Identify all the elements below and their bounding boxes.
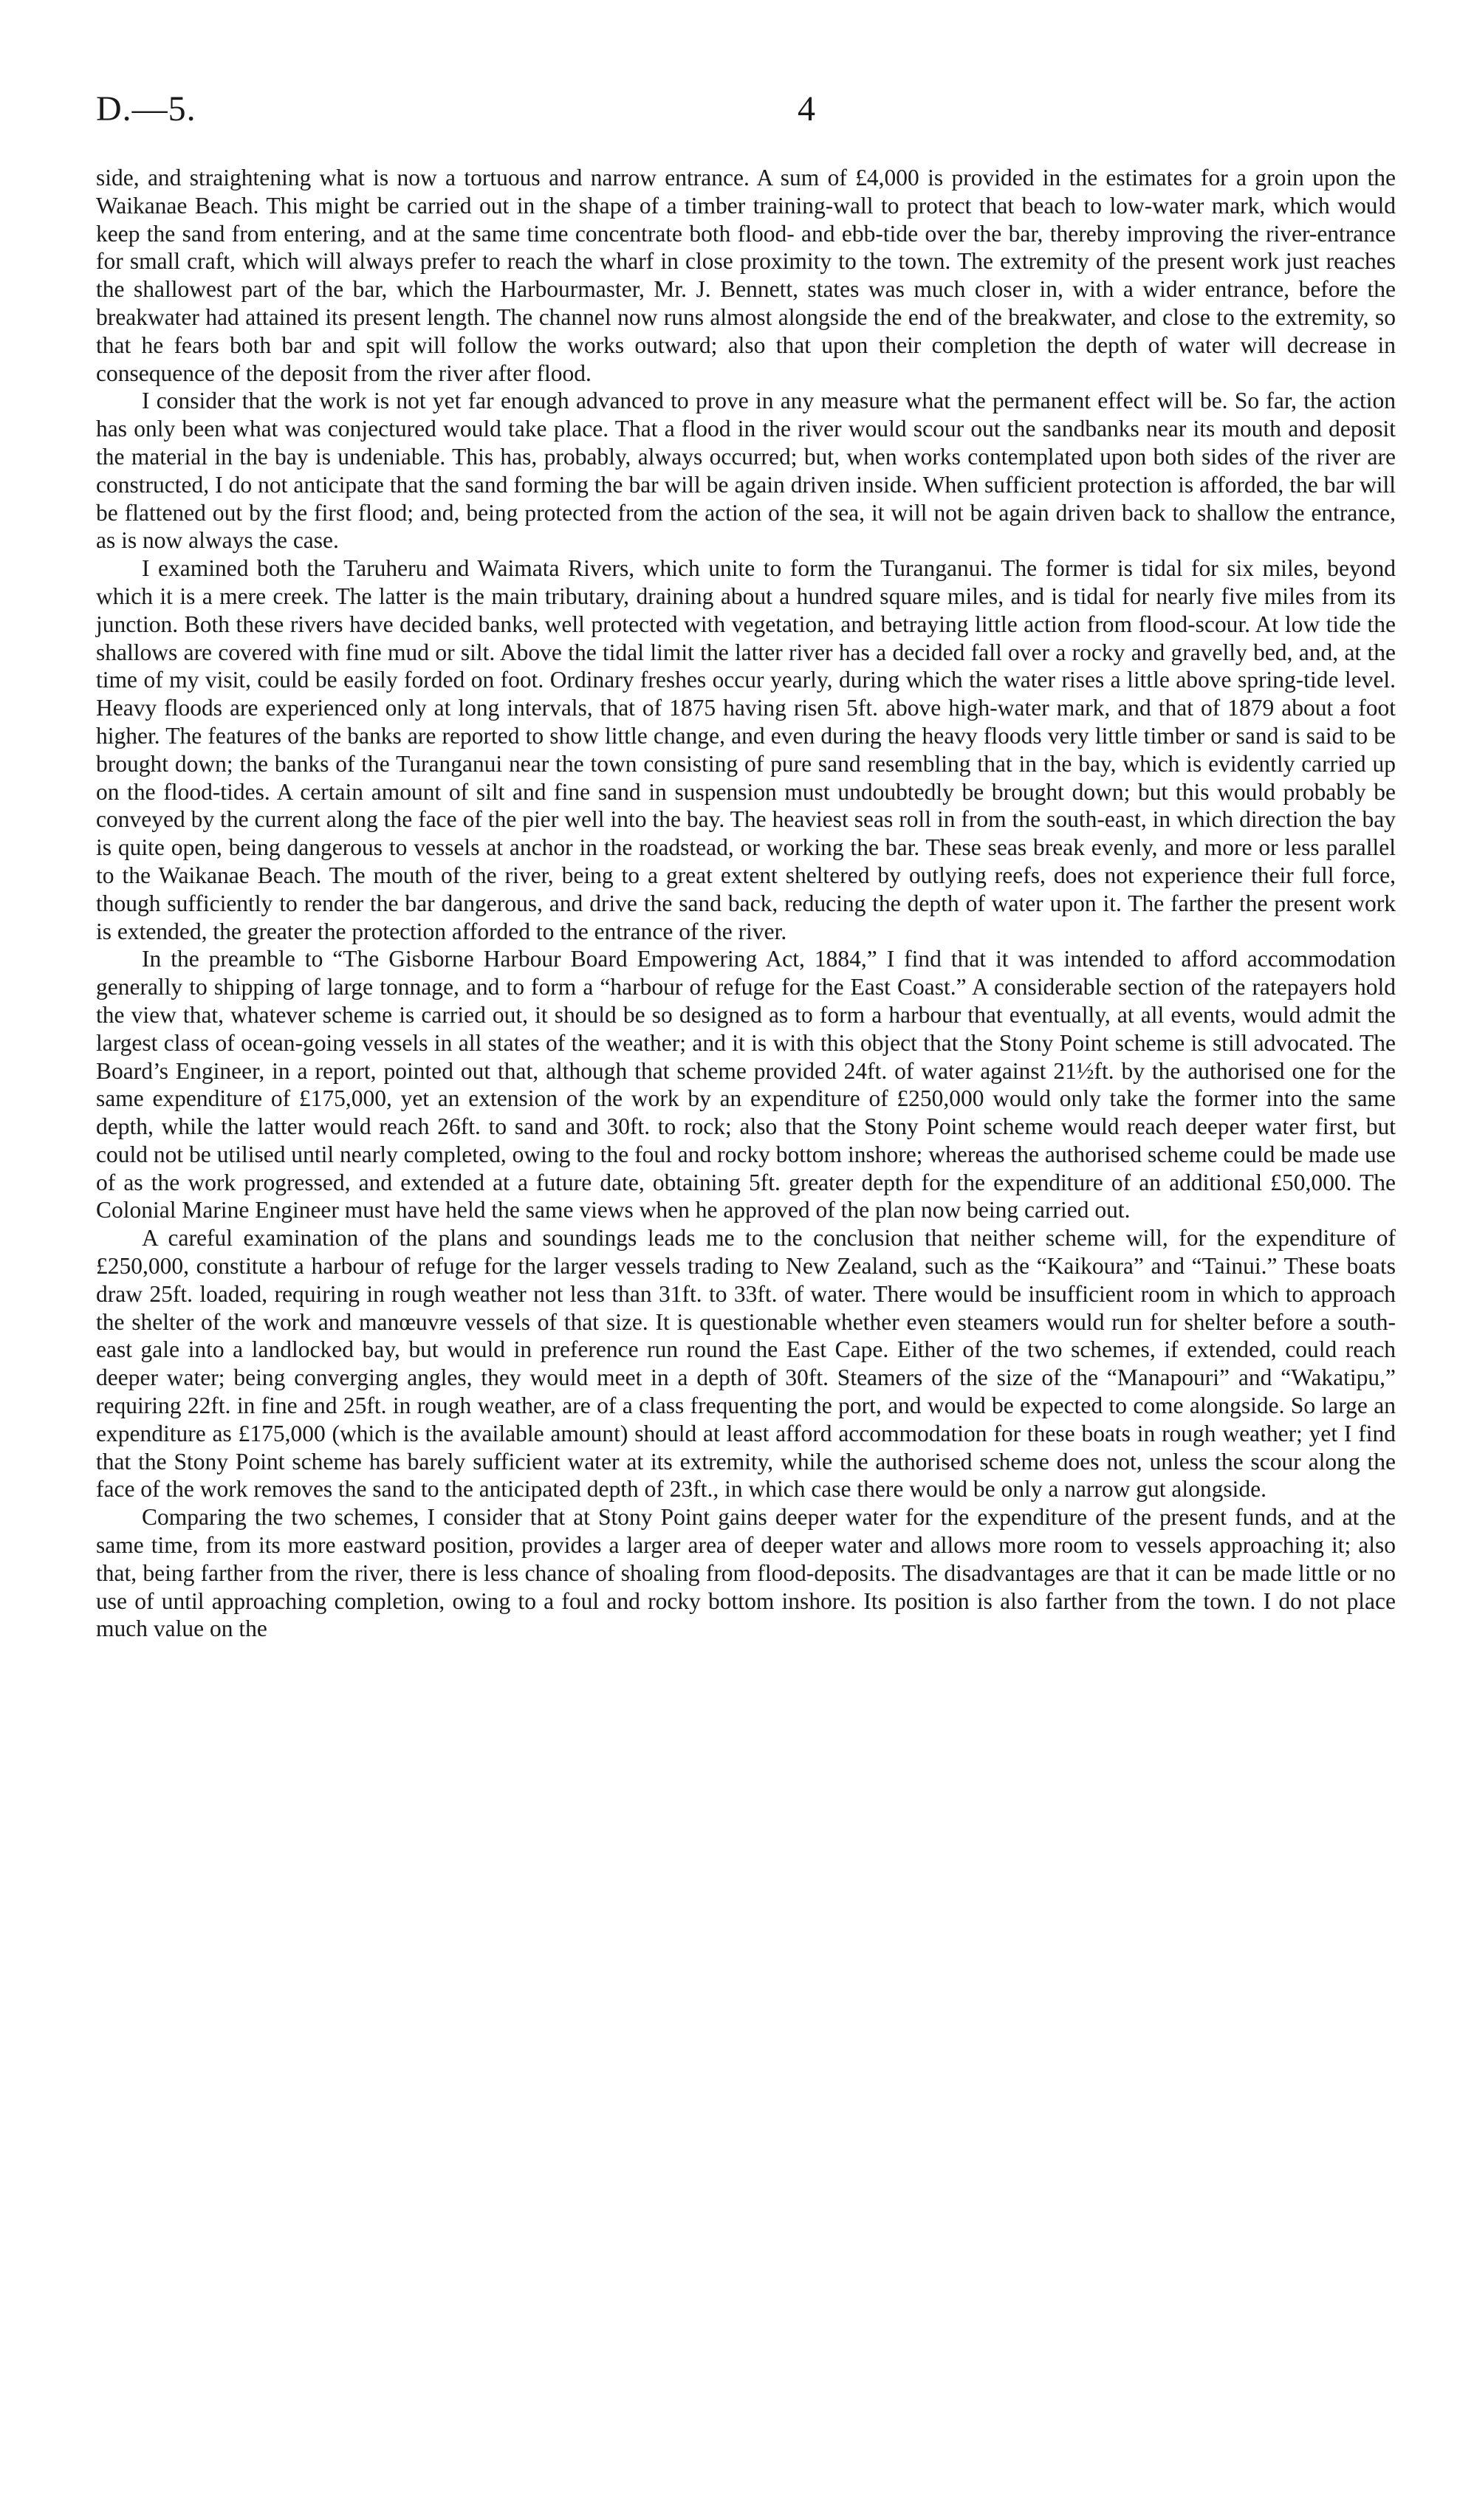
paragraph-continued: side, and straightening what is now a tortuous and narrow entrance. A sum of £4,000 is provided in the estimates for a groin upon the Waikanae Beach. This might be carried out in the shape of a timber training-wall to protect that beach to low-water mark, which would keep the sand from entering, and at the same time concentrate both flood- and ebb-tide over the bar, thereby improving the river-entrance for small craft, which will always prefer to reach the wharf in close proximity to the town. The extremity of the present work just reaches the shallowest part of the bar, which the Harbourmaster, Mr. J. Bennett, states was much closer in, with a wider entrance, before the breakwater had attained its present length. The channel now runs almost alongside the end of the breakwater, and close to the extremity, so that he fears both bar and spit will follow the works outward; also that upon their completion the depth of water will decrease in consequence of the deposit from the river after flood. (96, 165, 1396, 386)
paragraph: A careful examination of the plans and soundings leads me to the conclusion that neither scheme will, for the expenditure of £250,000, constitute a harbour of refuge for the larger vessels trading to New Zealand, such as the “Kaikoura” and “Tainui.” These boats draw 25ft. loaded, requiring in rough weather not less than 31ft. to 33ft. of water. There would be insufficient room in which to approach the shelter of the work and manœuvre vessels of that size. It is questionable whether even steamers would run for shelter before a south-east gale into a landlocked bay, but would in preference run round the East Cape. Either of the two schemes, if extended, could reach deeper water; being converging angles, they would meet in a depth of 30ft. Steamers of the size of the “Manapouri” and “Wakatipu,” requiring 22ft. in fine and 25ft. in rough weather, are of a class frequenting the port, and would be expected to come alongside. So large an expenditure as £175,000 (which is the available amount) should at least afford accommodation for these boats in rough weather; yet I find that the Stony Point scheme has barely sufficient water at its extremity, while the authorised scheme does not, unless the scour along the face of the work removes the sand to the anticipated depth of 23ft., in which case there would be only a narrow gut alongside. (96, 1225, 1396, 1503)
document-reference: D.—5. (96, 89, 196, 128)
paragraph: In the preamble to “The Gisborne Harbour Board Empowering Act, 1884,” I find that it was intended to afford accommodation generally to shipping of large tonnage, and to form a “harbour of refuge for the East Coast.” A considerable section of the ratepayers hold the view that, whatever scheme is carried out, it should be so designed as to form a harbour that eventually, at all events, would admit the largest class of ocean-going vessels in all states of the weather; and it is with this object that the Stony Point scheme is still advocated. The Board’s Engineer, in a report, pointed out that, although that scheme provided 24ft. of water against 21½ft. by the authorised one for the same expenditure of £175,000, yet an extension of the work by an expenditure of £250,000 would only take the former into the same depth, while the latter would reach 26ft. to sand and 30ft. to rock; also that the Stony Point scheme would reach deeper water first, but could not be utilised until nearly completed, owing to the foul and rocky bottom inshore; whereas the authorised scheme could be made use of as the work progressed, and extended at a future date, obtaining 5ft. greater depth for the expenditure of an additional £50,000. The Colonial Marine Engineer must have held the same views when he approved of the plan now being carried out. (96, 946, 1396, 1223)
paragraph: I consider that the work is not yet far enough advanced to prove in any measure what the permanent effect will be. So far, the action has only been what was conjectured would take place. That a flood in the river would scour out the sandbanks near its mouth and deposit the material in the bay is undeniable. This has, probably, always occurred; but, when works contemplated upon both sides of the river are constructed, I do not anticipate that the sand forming the bar will be again driven inside. When sufficient protection is afforded, the bar will be flattened out by the first flood; and, being protected from the action of the sea, it will not be again driven back to shallow the entrance, as is now always the case. (96, 388, 1396, 554)
body-text (96, 164, 1396, 1643)
page-header (96, 89, 1378, 148)
paragraph: I examined both the Taruheru and Waimata Rivers, which unite to form the Turanganui. The former is tidal for six miles, beyond which it is a mere creek. The latter is the main tributary, draining about a hundred square miles, and is tidal for nearly five miles from its junction. Both these rivers have decided banks, well protected with vegetation, and betraying little action from flood-scour. At low tide the shallows are covered with fine mud or silt. Above the tidal limit the latter river has a decided fall over a rocky and gravelly bed, and, at the time of my visit, could be easily forded on foot. Ordinary freshes occur yearly, during which the water rises a little above spring-tide level. Heavy floods are experienced only at long intervals, that of 1875 having risen 5ft. above high-water mark, and that of 1879 about a foot higher. The features of the banks are reported to show little change, and even during the heavy floods very little timber or sand is said to be brought down; the banks of the Turanganui near the town consisting of pure sand resembling that in the bay, which is evidently carried up on the flood-tides. A certain amount of silt and fine sand in suspension must undoubtedly be brought down; but this would probably be conveyed by the current along the face of the pier well into the bay. The heaviest seas roll in from the south-east, in which direction the bay is quite open, being dangerous to vessels at anchor in the roadstead, or working the bar. These seas break evenly, and more or less parallel to the Waikanae Beach. The mouth of the river, being to a great extent sheltered by outlying reefs, does not experience their full force, though sufficiently to render the bar dangerous, and drive the sand back, reducing the depth of water upon it. The farther the present work is extended, the greater the protection afforded to the entrance of the river. (96, 555, 1396, 944)
paragraph: Comparing the two schemes, I consider that at Stony Point gains deeper water for the expenditure of the present funds, and at the same time, from its more eastward position, provides a larger area of deeper water and allows more room to vessels approaching it; also that, being farther from the river, there is less chance of shoaling from flood-deposits. The disadvantages are that it can be made little or no use of until approaching completion, owing to a foul and rocky bottom inshore. Its position is also farther from the town. I do not place much value on the (96, 1504, 1396, 1642)
page-number: 4 (798, 89, 815, 128)
